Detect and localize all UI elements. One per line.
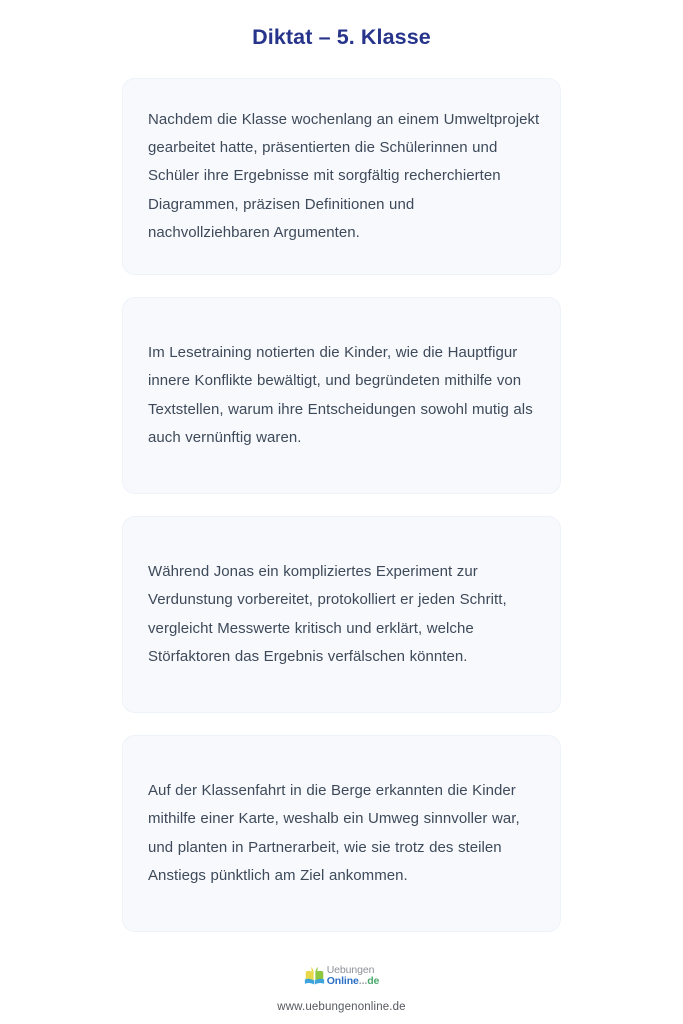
- sentence-text: Während Jonas ein kompliziertes Experiment zur Verdunstung vorbereitet, protokolliert er jeden Schritt, vergleicht Messwerte kritisch und erklärt, welche Störfaktoren das Ergebnis verfälschen könnten.: [148, 563, 507, 665]
- brand-word-de: de: [367, 974, 380, 987]
- brand-logo[interactable]: [304, 962, 380, 988]
- sentence-card: [122, 297, 561, 494]
- sentence-card-list: [0, 78, 683, 932]
- brand-word-dots: ...: [358, 974, 368, 987]
- sentence-text: Auf der Klassenfahrt in die Berge erkannten die Kinder mithilfe einer Karte, weshalb ein Umweg sinnvoller war, und planten in Partnerarbeit, wie sie trotz des steilen Anstiegs pünktlich am Ziel ankommen.: [148, 782, 520, 884]
- page-title: Diktat – 5. Klasse: [252, 25, 431, 49]
- brand-line-uebungen: Uebungen: [326, 964, 375, 976]
- sentence-card: [122, 735, 561, 932]
- open-book-icon: [304, 965, 325, 986]
- brand-wordmark: [327, 964, 380, 986]
- sentence-text: Im Lesetraining notierten die Kinder, wie die Hauptfigur innere Konflikte bewältigt, und begründeten mithilfe von Textstellen, warum ihre Entscheidungen sowohl mutig als auch vernünftig waren.: [148, 344, 533, 446]
- brand-line-online-de: [327, 976, 380, 987]
- sentence-card: [122, 78, 561, 275]
- sentence-text: Nachdem die Klasse wochenlang an einem Umweltprojekt gearbeitet hatte, präsentierten die Schülerinnen und Schüler ihre Ergebnisse mit sorgfältig recherchierten Diagrammen, präzisen Definitionen und nachvollziehbaren Argumenten.: [148, 110, 540, 241]
- page-footer: [0, 962, 683, 1024]
- footer-url[interactable]: www.uebungenonline.de: [277, 1001, 406, 1013]
- brand-word-online: Online: [326, 974, 359, 987]
- sentence-card: [122, 516, 561, 713]
